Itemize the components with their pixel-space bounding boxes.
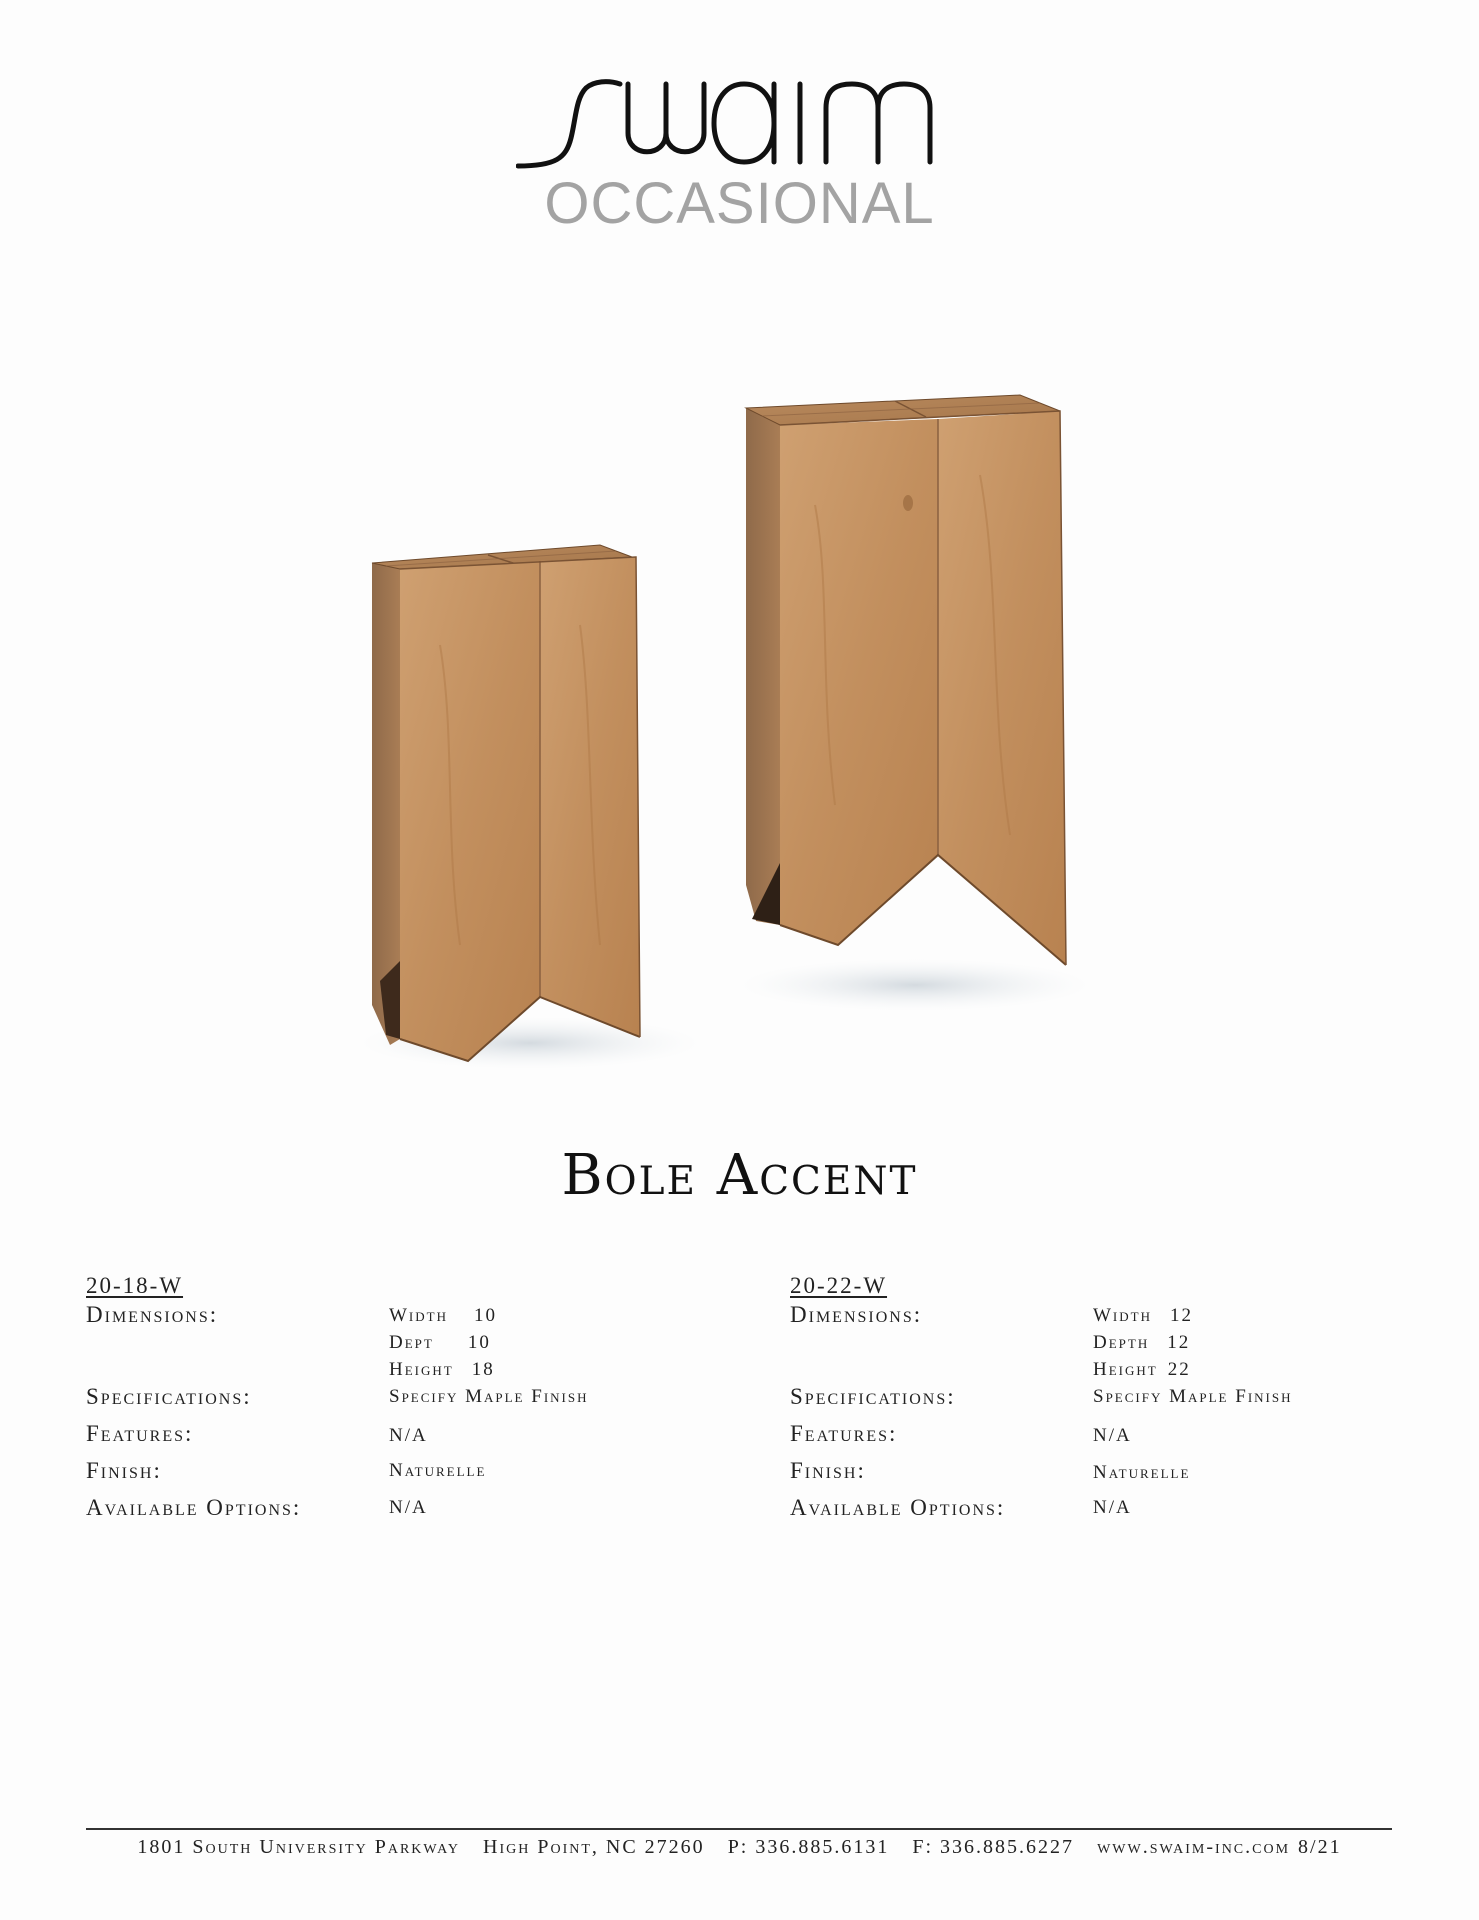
dimension-width-label: Width xyxy=(1093,1305,1152,1326)
options-row xyxy=(790,1495,1440,1532)
spec-block-20-18-w xyxy=(86,1272,736,1532)
footer-website[interactable]: www.swaim-inc.com xyxy=(1097,1836,1291,1858)
finish-row xyxy=(86,1458,736,1495)
dimension-height xyxy=(1093,1356,1193,1383)
specifications-row xyxy=(86,1384,736,1421)
features-label: Features: xyxy=(86,1421,194,1446)
specifications-label: Specifications: xyxy=(86,1384,252,1409)
dimension-depth xyxy=(1093,1329,1193,1356)
dimension-height xyxy=(389,1356,497,1383)
footer-address: 1801 South University Parkway xyxy=(137,1836,461,1858)
dimension-depth xyxy=(389,1329,497,1356)
features-value: N/A xyxy=(389,1425,428,1446)
features-row xyxy=(790,1421,1440,1458)
footer-date: 8/21 xyxy=(1298,1836,1342,1858)
footer xyxy=(0,1836,1479,1859)
specifications-label: Specifications: xyxy=(790,1384,956,1409)
sku-label: 20-22-W xyxy=(790,1273,888,1298)
swaim-logo xyxy=(516,78,966,170)
dimension-width-value: 10 xyxy=(473,1305,497,1326)
dimension-height-value: 18 xyxy=(471,1359,495,1380)
dimensions-row xyxy=(86,1300,736,1384)
dimension-width-value: 12 xyxy=(1169,1305,1193,1326)
features-row xyxy=(86,1421,736,1458)
finish-row xyxy=(790,1458,1440,1495)
small-table xyxy=(372,545,640,1061)
dimension-depth-value: 10 xyxy=(467,1332,491,1353)
footer-divider xyxy=(86,1828,1392,1830)
dimension-depth-value: 12 xyxy=(1167,1332,1191,1353)
dimension-width xyxy=(1093,1302,1193,1329)
dimension-width xyxy=(389,1302,497,1329)
dimensions-row xyxy=(790,1300,1440,1384)
options-label: Available Options: xyxy=(790,1495,1006,1520)
brand-subtitle: OCCASIONAL xyxy=(544,171,935,236)
two-wood-accent-tables-image xyxy=(360,385,1120,1085)
footer-fax: F: 336.885.6227 xyxy=(912,1836,1075,1858)
specifications-value: Specify Maple Finish xyxy=(1093,1386,1293,1407)
sku-label: 20-18-W xyxy=(86,1273,184,1298)
features-label: Features: xyxy=(790,1421,898,1446)
features-value: N/A xyxy=(1093,1425,1132,1446)
finish-label: Finish: xyxy=(790,1458,866,1483)
dimensions-label: Dimensions: xyxy=(790,1302,923,1327)
dimension-height-label: Height xyxy=(1093,1359,1158,1380)
dimensions-values xyxy=(1093,1302,1193,1383)
dimension-height-label: Height xyxy=(389,1359,454,1380)
specifications-value: Specify Maple Finish xyxy=(389,1386,589,1407)
dimension-depth-label: Depth xyxy=(1093,1332,1150,1353)
large-table xyxy=(746,395,1066,965)
finish-value: Naturelle xyxy=(389,1460,487,1481)
product-title: Bole Accent xyxy=(561,1143,918,1208)
dimension-width-label: Width xyxy=(389,1305,448,1326)
footer-city: High Point, NC 27260 xyxy=(483,1836,705,1858)
options-value: N/A xyxy=(389,1497,428,1518)
options-row xyxy=(86,1495,736,1532)
options-value: N/A xyxy=(1093,1497,1132,1518)
options-label: Available Options: xyxy=(86,1495,302,1520)
footer-phone: P: 336.885.6131 xyxy=(727,1836,890,1858)
finish-value: Naturelle xyxy=(1093,1462,1191,1483)
dimensions-values xyxy=(389,1302,497,1383)
dimension-depth-label: Dept xyxy=(389,1332,434,1353)
finish-label: Finish: xyxy=(86,1458,162,1483)
dimensions-label: Dimensions: xyxy=(86,1302,219,1327)
dimension-height-value: 22 xyxy=(1167,1359,1191,1380)
specifications-row xyxy=(790,1384,1440,1421)
spec-block-20-22-w xyxy=(790,1272,1440,1532)
